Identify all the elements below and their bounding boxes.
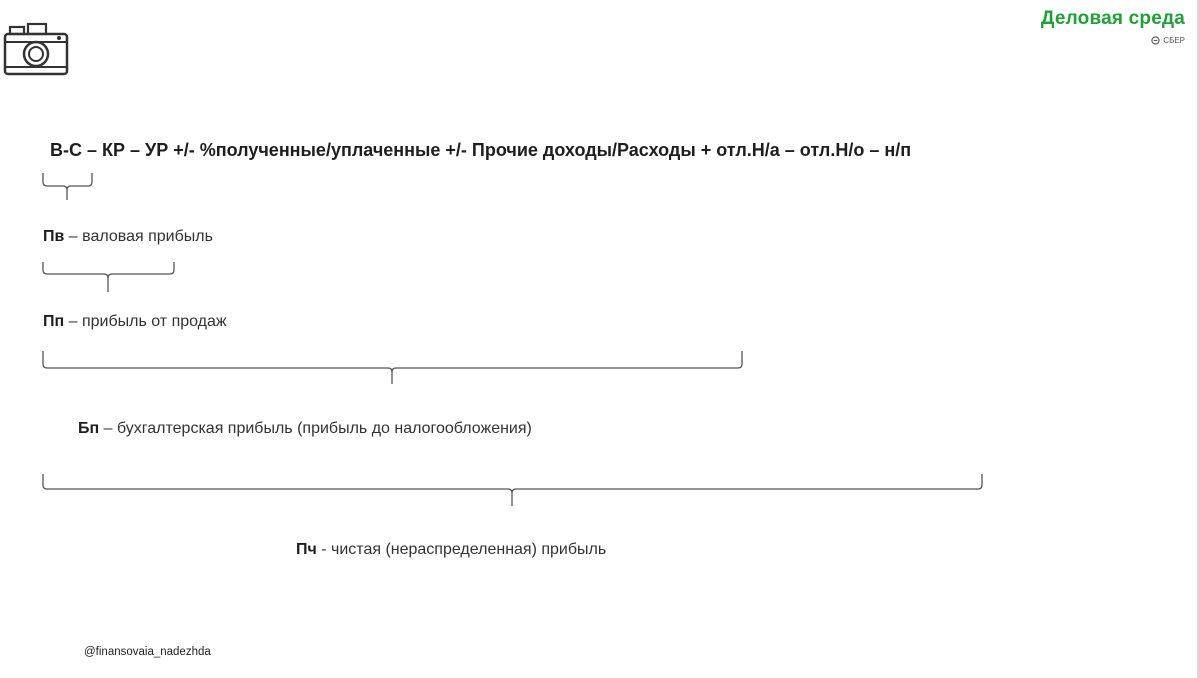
bracket-sales	[43, 262, 174, 278]
author-handle: @finansovaia_nadezhda	[84, 646, 211, 658]
term-gross-profit	[43, 228, 213, 246]
bracket-accounting	[43, 351, 742, 372]
brand-sub-label: СБЕР	[1163, 36, 1185, 45]
brand-name: Деловая среда	[1040, 8, 1185, 29]
term-sales-profit	[43, 313, 227, 331]
term-sep: –	[99, 420, 117, 437]
term-net-profit	[296, 541, 606, 559]
term-abbr: Бп	[78, 420, 100, 437]
term-sep: –	[64, 228, 83, 245]
bracket-gross	[43, 173, 92, 190]
term-text: валовая прибыль	[82, 228, 213, 245]
term-abbr: Пч	[296, 541, 317, 558]
term-text: чистая (нераспределенная) прибыль	[331, 541, 607, 558]
term-sep: –	[64, 313, 82, 330]
term-abbr: Пв	[43, 228, 65, 245]
bracket-net	[43, 474, 982, 493]
term-accounting-profit	[78, 420, 532, 438]
term-text: прибыль от продаж	[81, 313, 227, 330]
profit-formula: В-С – КР – УР +/- %полученные/уплаченные +/- Прочие доходы/Расходы + отл.Н/а – отл.Н/о – н/п	[50, 140, 912, 160]
term-text: бухгалтерская прибыль (прибыль до налогообложения)	[116, 420, 532, 437]
term-abbr: Пп	[43, 313, 65, 330]
term-sep: -	[316, 541, 332, 558]
